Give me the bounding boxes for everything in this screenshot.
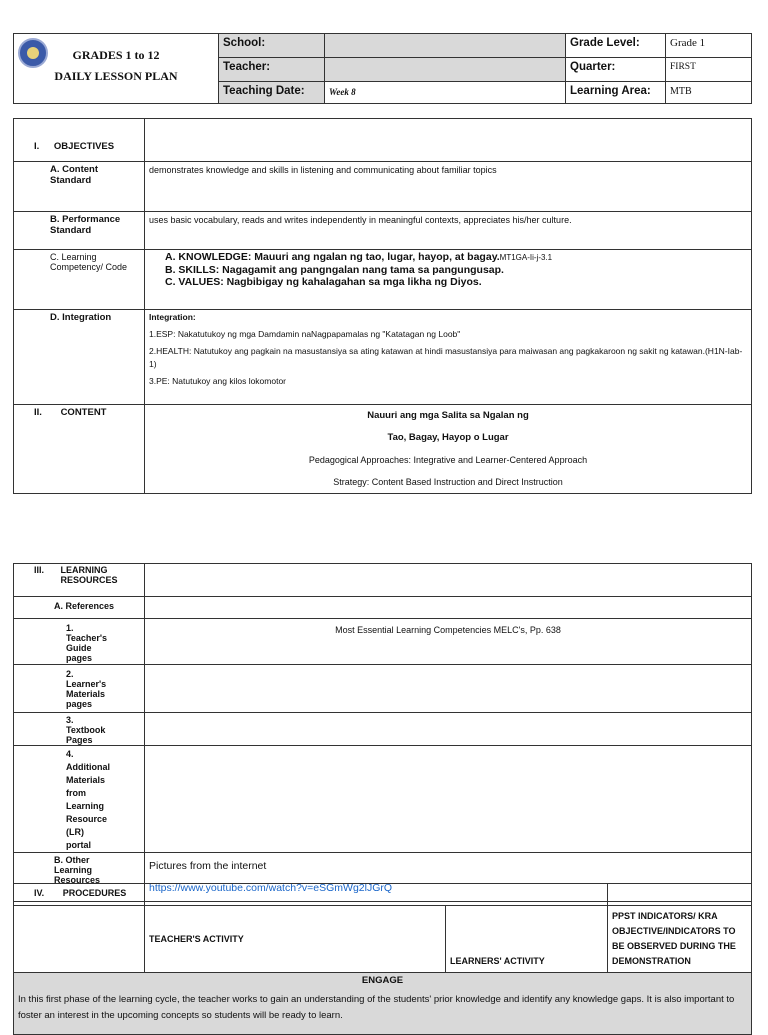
integration-label: D. Integration [14,310,145,405]
additional-materials-label: 4. Additional Materials from Learning Resource (LR) portal [14,746,145,853]
content-num: II. [34,407,42,418]
procedures-blank-right [608,884,752,906]
objectives-table [13,118,752,494]
teaching-date-field[interactable]: Week 8 [325,82,566,104]
procedures-blank [145,884,608,906]
other-resources-value: Pictures from the internet [149,860,267,872]
ppst-indicators-header: PPST INDICATORS/ KRA OBJECTIVE/INDICATORS TO BE OBSERVED DURING THE DEMONSTRATION [608,906,752,973]
learners-materials-label: 2. Learner's Materials pages [14,665,145,713]
performance-standard-label: B. Performance Standard [14,212,145,250]
youtube-link[interactable]: https://www.youtube.com/watch?v=eSGmWg2lJGrQ [149,882,393,894]
teachers-guide-label: 1. Teacher's Guide pages [14,619,145,665]
resources-label: LEARNING RESOURCES [60,565,118,585]
content-cell [145,405,752,494]
integration-item-esp: 1.ESP: Nakatutukoy ng mga Damdamin naNagpapamalas ng "Katatagan ng Loob" [149,329,461,339]
learning-competency-cell [145,250,752,310]
teaching-date-label: Teaching Date: [219,82,325,104]
integration-title: Integration: [149,312,196,322]
teachers-activity-header: TEACHER'S ACTIVITY [145,906,446,973]
resources-blank [145,564,752,597]
procedures-table [13,883,752,1035]
teacher-label: Teacher: [219,58,325,82]
grade-level-field[interactable]: Grade 1 [666,34,752,58]
header-title-line2: DAILY LESSON PLAN [54,69,178,83]
competency-values: C. VALUES: Nagbibigay ng kahalagahan sa mga likha ng Diyos. [165,276,482,288]
objectives-heading: OBJECTIVES [53,141,115,152]
content-line1: Nauuri ang mga Salita sa Ngalan ng [367,410,529,421]
performance-standard-value: uses basic vocabulary, reads and writes independently in meaningful contexts, appreciates his/her culture. [145,212,752,250]
learning-area-label: Learning Area: [566,82,666,104]
grade-level-label: Grade Level: [566,34,666,58]
content-strategy: Strategy: Content Based Instruction and Direct Instruction [333,477,563,487]
competency-knowledge: A. KNOWLEDGE: Mauuri ang ngalan ng tao, lugar, hayop, at bagay. [165,251,500,263]
quarter-label: Quarter: [566,58,666,82]
content-line2: Tao, Bagay, Hayop o Lugar [387,432,509,443]
textbook-pages-label: 3. Textbook Pages [14,713,145,746]
deped-seal-logo [18,38,48,68]
learners-materials-value [145,665,752,713]
content-heading-cell [14,405,145,494]
objectives-blank [145,119,752,162]
header-table [13,33,752,104]
engage-cell [14,973,752,1035]
procedures-num: IV. [34,888,45,898]
other-resources-label: B. Other Learning Resources [14,853,145,902]
resources-table [13,563,752,902]
engage-heading: ENGAGE [361,975,404,986]
header-title-cell [14,34,219,104]
additional-materials-value [145,746,752,853]
integration-item-health: 2.HEALTH: Natutukoy ang pagkain na masustansiya sa ating katawan at hindi masustansiya para maiwasan ang pagkakaroon ng sakit ng katawan.(H1N-Iab-1) [149,346,743,369]
learners-activity-header: LEARNERS' ACTIVITY [446,906,608,973]
content-approach: Pedagogical Approaches: Integrative and Learner-Centered Approach [308,455,588,465]
resources-num: III. [34,565,45,575]
content-standard-value: demonstrates knowledge and skills in listening and communicating about familiar topics [145,162,752,212]
content-standard-label: A. Content Standard [14,162,145,212]
school-field[interactable] [325,34,566,58]
procedures-label: PROCEDURES [62,888,127,898]
school-label: School: [219,34,325,58]
references-label: A. References [14,597,145,619]
procedures-heading-cell [14,884,145,906]
textbook-pages-value [145,713,752,746]
teacher-field[interactable] [325,58,566,82]
quarter-field[interactable]: FIRST [666,58,752,82]
objectives-heading-cell [14,119,145,162]
integration-item-pe: 3.PE: Natutukoy ang kilos lokomotor [149,376,287,386]
competency-skills: B. SKILLS: Nagagamit ang pangngalan nang tama sa pangungusap. [165,264,504,276]
learning-area-field[interactable]: MTB [666,82,752,104]
teachers-guide-value: Most Essential Learning Competencies MELC's, Pp. 638 [145,619,752,665]
competency-code: MT1GA-Ii-j-3.1 [499,253,553,262]
content-label: CONTENT [60,407,107,418]
resources-heading-cell [14,564,145,597]
header-title-line1: GRADES 1 to 12 [72,48,160,62]
objectives-heading-num: I. [34,141,40,152]
procedures-empty-cell [14,906,145,973]
learning-competency-label: C. Learning Competency/ Code [14,250,145,310]
references-blank [145,597,752,619]
engage-description: In this first phase of the learning cycle, the teacher works to gain an understanding of the students' prior knowledge and identify any knowledge gaps. It is also important to foster an interest in the upcoming concepts so students will be ready to learn. [18,994,735,1021]
integration-cell [145,310,752,405]
